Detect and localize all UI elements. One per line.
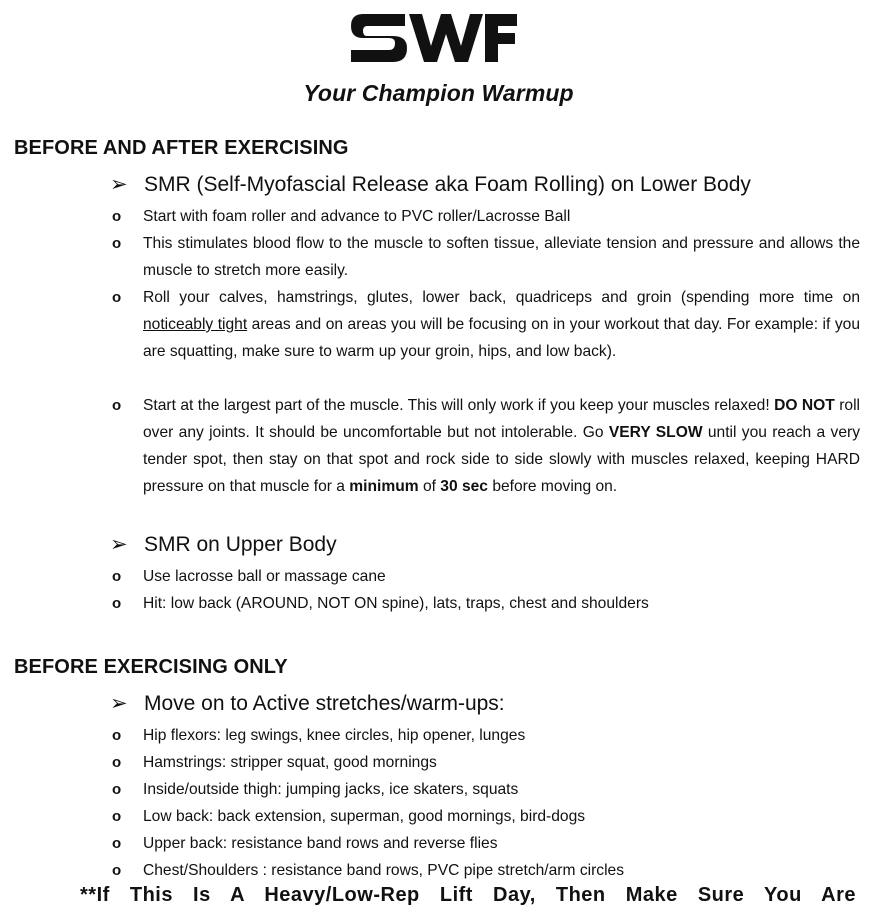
list-item — [112, 590, 860, 617]
list-item — [112, 230, 860, 284]
circle-bullet-icon: o — [112, 235, 122, 252]
arrow-bullet-icon: ➢ — [110, 533, 128, 556]
bullet-text: Chest/Shoulders : resistance band rows, PVC pipe stretch/arm circles — [143, 862, 625, 879]
bullet-text: Low back: back extension, superman, good mornings, bird-dogs — [143, 808, 586, 825]
arrow-bullet-icon: ➢ — [110, 692, 128, 715]
circle-bullet-icon: o — [112, 208, 122, 225]
active-stretches-heading — [110, 691, 505, 716]
active-stretches-heading-text: Move on to Active stretches/warm-ups: — [144, 692, 505, 715]
bullet-text: Hit: low back (AROUND, NOT ON spine), lats, traps, chest and shoulders — [143, 595, 649, 612]
list-item — [112, 857, 860, 884]
list-item — [112, 392, 860, 500]
circle-bullet-icon: o — [112, 835, 122, 852]
list-item — [112, 749, 860, 776]
list-item — [112, 203, 860, 230]
circle-bullet-icon: o — [112, 808, 122, 825]
bullet-text: Start at the largest part of the muscle. This will only work if you keep your muscles relaxed! DO NOT roll over any joints. It should be uncomfortable but not intolerable. Go VERY SLOW until you reach a very tender spot, then stay on that spot and rock side to side slowly with muscles relaxed, keeping HARD pressure on that muscle for a minimum of 30 sec before moving on. — [143, 397, 860, 495]
bullet-text: Roll your calves, hamstrings, glutes, lower back, quadriceps and groin (spending more time on noticeably tight areas and on areas you will be focusing on in your workout that day. For example: if you are squatting, make sure to warm up your groin, hips, and low back). — [143, 289, 860, 360]
arrow-bullet-icon: ➢ — [110, 173, 128, 196]
circle-bullet-icon: o — [112, 595, 122, 612]
document-subtitle: Your Champion Warmup — [303, 80, 574, 106]
section-title-before-only: BEFORE EXERCISING ONLY — [14, 656, 288, 678]
bullet-text: Start with foam roller and advance to PVC roller/Lacrosse Ball — [143, 208, 571, 225]
circle-bullet-icon: o — [112, 754, 122, 771]
bullet-text: Use lacrosse ball or massage cane — [143, 568, 386, 585]
bullet-text: This stimulates blood flow to the muscle to soften tissue, alleviate tension and pressure and allows the muscle to stretch more easily. — [143, 235, 860, 279]
circle-bullet-icon: o — [112, 289, 122, 306]
circle-bullet-icon: o — [112, 862, 122, 879]
smr-lower-heading — [110, 172, 751, 197]
swf-logo — [349, 10, 519, 66]
smr-upper-heading — [110, 532, 337, 557]
list-item — [112, 284, 860, 365]
list-item — [112, 722, 860, 749]
smr-lower-heading-text: SMR (Self-Myofascial Release aka Foam Rolling) on Lower Body — [144, 173, 751, 196]
list-item — [112, 563, 860, 590]
underlined-phrase: noticeably tight — [143, 316, 248, 333]
list-item — [112, 776, 860, 803]
bullet-text: Hip flexors: leg swings, knee circles, hip opener, lunges — [143, 727, 526, 744]
bullet-text: Hamstrings: stripper squat, good mornings — [143, 754, 437, 771]
smr-upper-heading-text: SMR on Upper Body — [144, 533, 337, 556]
bullet-text: Upper back: resistance band rows and reverse flies — [143, 835, 498, 852]
section-title-before-and-after: BEFORE AND AFTER EXERCISING — [14, 137, 349, 159]
bullet-text: Inside/outside thigh: jumping jacks, ice skaters, squats — [143, 781, 519, 798]
circle-bullet-icon: o — [112, 781, 122, 798]
circle-bullet-icon: o — [112, 568, 122, 585]
circle-bullet-icon: o — [112, 727, 122, 744]
list-item — [112, 803, 860, 830]
footer-note: **If This Is A Heavy/Low-Rep Lift Day, Then Make Sure You Are — [80, 884, 856, 906]
list-item — [112, 830, 860, 857]
circle-bullet-icon: o — [112, 397, 122, 414]
